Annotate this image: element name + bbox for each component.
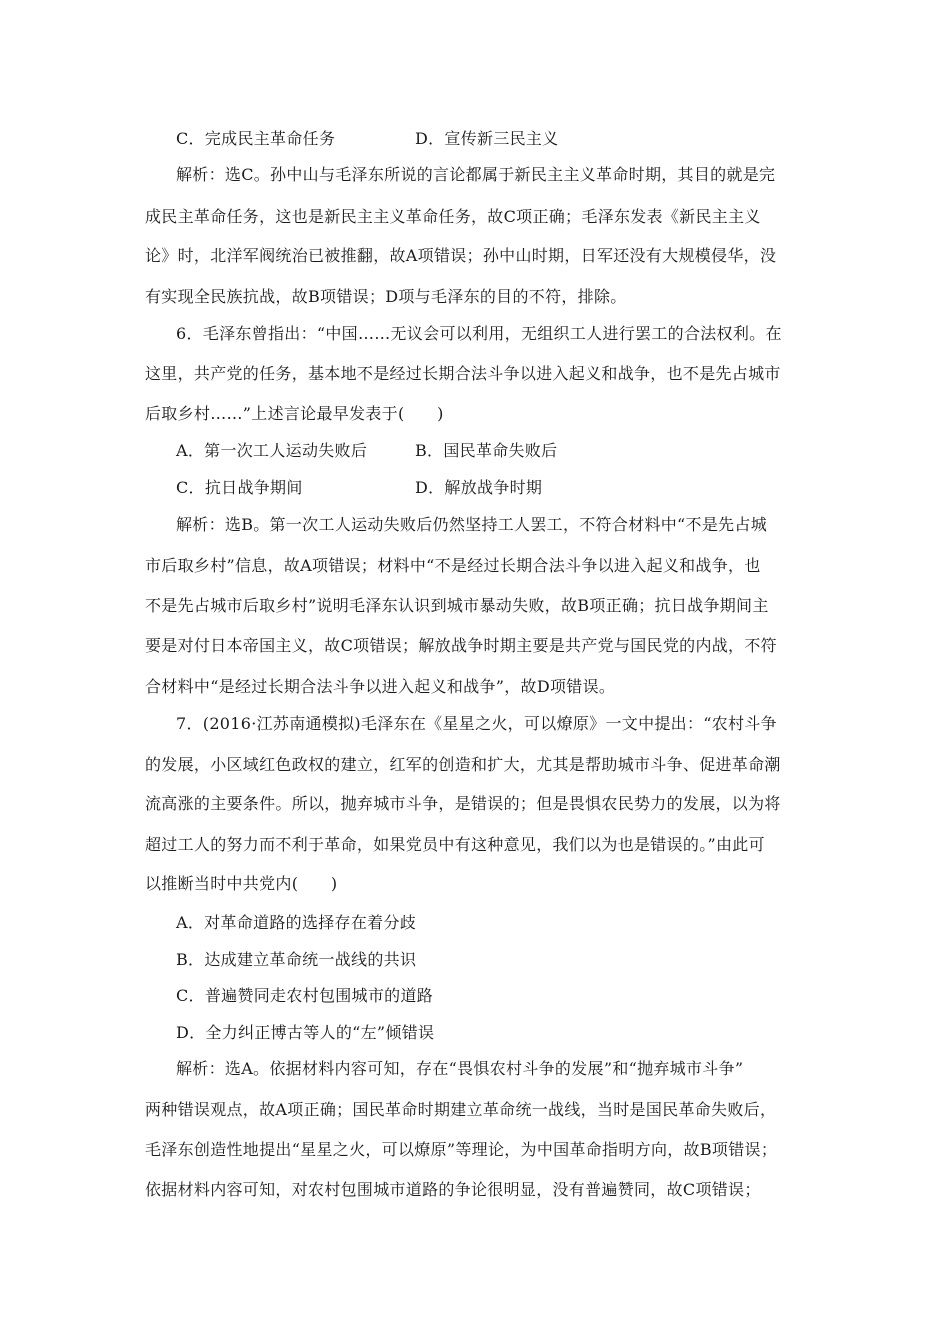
q6-option-b: B．国民革命失败后 bbox=[415, 441, 558, 460]
q7-stem-line-4: 超过工人的努力而不利于革命，如果党员中有这种意见，我们以为也是错误的。”由此可 bbox=[145, 835, 765, 854]
q6-option-a: A．第一次工人运动失败后 bbox=[176, 441, 368, 460]
q7-analysis-line-2: 两种错误观点，故A项正确；国民革命时期建立革命统一战线，当时是国民革命失败后， bbox=[145, 1100, 777, 1119]
q5-analysis-line-3: 论》时，北洋军阀统治已被推翻，故A项错误；孙中山时期，日军还没有大规模侵华，没 bbox=[145, 246, 777, 265]
q7-option-a: A．对革命道路的选择存在着分歧 bbox=[176, 913, 417, 932]
q7-option-c: C．普遍赞同走农村包围城市的道路 bbox=[176, 986, 434, 1005]
q6-analysis-line-4: 要是对付日本帝国主义，故C项错误；解放战争时期主要是共产党与国民党的内战，不符 bbox=[145, 636, 777, 655]
q6-option-d: D．解放战争时期 bbox=[415, 478, 543, 497]
q5-option-c: C．完成民主革命任务 bbox=[176, 129, 336, 148]
q7-analysis-line-1: 解析：选A。依据材料内容可知，存在“畏惧农村斗争的发展”和“抛弃城市斗争” bbox=[176, 1059, 744, 1078]
q5-analysis-line-1: 解析：选C。孙中山与毛泽东所说的言论都属于新民主主义革命时期，其目的就是完 bbox=[176, 165, 776, 184]
q6-analysis-line-2: 市后取乡村”信息，故A项错误；材料中“不是经过长期合法斗争以进入起义和战争，也 bbox=[145, 556, 761, 575]
q5-analysis-line-2: 成民主革命任务，这也是新民主主义革命任务，故C项正确；毛泽东发表《新民主主义 bbox=[145, 207, 761, 226]
q7-analysis-line-4: 依据材料内容可知，对农村包围城市道路的争论很明显，没有普遍赞同，故C项错误； bbox=[145, 1180, 761, 1199]
q5-option-d: D．宣传新三民主义 bbox=[415, 129, 559, 148]
q6-analysis-line-5: 合材料中“是经过长期合法斗争以进入起义和战争”，故D项错误。 bbox=[145, 677, 616, 696]
q6-stem-line-2: 这里，共产党的任务，基本地不是经过长期合法斗争以进入起义和战争，也不是先占城市 bbox=[145, 364, 781, 383]
q6-analysis-line-3: 不是先占城市后取乡村”说明毛泽东认识到城市暴动失败，故B项正确；抗日战争期间主 bbox=[145, 596, 769, 615]
q6-stem-line-3: 后取乡村……”上述言论最早发表于( ) bbox=[145, 404, 444, 423]
q6-analysis-line-1: 解析：选B。第一次工人运动失败后仍然坚持工人罢工，不符合材料中“不是先占城 bbox=[176, 515, 768, 534]
q7-option-b: B．达成建立革命统一战线的共识 bbox=[176, 950, 417, 969]
q6-stem-line-1: 6．毛泽东曾指出：“中国……无议会可以利用，无组织工人进行罢工的合法权利。在 bbox=[176, 324, 782, 343]
q5-analysis-line-4: 有实现全民族抗战，故B项错误；D项与毛泽东的目的不符，排除。 bbox=[145, 287, 627, 306]
q7-stem-line-5: 以推断当时中共党内( ) bbox=[145, 874, 338, 893]
q7-analysis-line-3: 毛泽东创造性地提出“星星之火，可以燎原”等理论，为中国革命指明方向，故B项错误； bbox=[145, 1140, 778, 1159]
q7-stem-line-2: 的发展，小区域红色政权的建立，红军的创造和扩大，尤其是帮助城市斗争、促进革命潮 bbox=[145, 755, 781, 774]
q7-stem-line-1: 7．(2016·江苏南通模拟)毛泽东在《星星之火，可以燎原》一文中提出：“农村斗争 bbox=[176, 714, 777, 733]
q7-option-d: D．全力纠正博古等人的“左”倾错误 bbox=[176, 1023, 435, 1042]
q6-option-c: C．抗日战争期间 bbox=[176, 478, 303, 497]
q7-stem-line-3: 流高涨的主要条件。所以，抛弃城市斗争，是错误的；但是畏惧农民势力的发展，以为将 bbox=[145, 794, 781, 813]
